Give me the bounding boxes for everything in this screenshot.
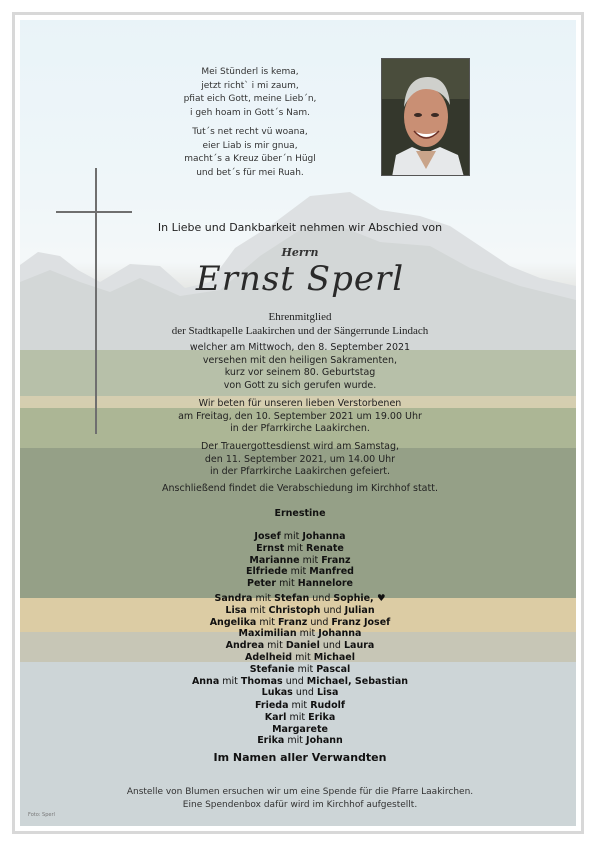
- family-name: Elfriede: [246, 566, 288, 578]
- family-name: Lisa: [316, 687, 339, 699]
- family-name: Sophie, ♥: [333, 593, 386, 604]
- family-row: [150, 676, 450, 688]
- poem-line: jetzt richt` i mi zaum,: [201, 80, 299, 91]
- connector-word: und: [310, 616, 329, 628]
- honor-line: der Stadtkapelle Laakirchen und der Sängerrunde Lindach: [171, 325, 429, 337]
- honors: [150, 310, 450, 338]
- family-name: Christoph: [268, 604, 321, 616]
- family-name: Julian: [344, 604, 375, 616]
- connector-word: mit: [287, 735, 304, 747]
- connector-word: mit: [291, 700, 308, 711]
- family-name: Rudolf: [310, 700, 345, 711]
- salutation: Herrn: [281, 246, 319, 259]
- family-row: [150, 724, 450, 736]
- donation-note: [120, 786, 480, 811]
- connector-word: mit: [297, 663, 314, 675]
- poem-line: und bet´s für mei Ruah.: [196, 167, 304, 178]
- family-name: Michael: [313, 651, 356, 663]
- family-row: [150, 617, 450, 629]
- poem-line: pfiat eich Gott, meine Lieb´n,: [183, 94, 317, 104]
- text-line: in der Pfarrkirche Laakirchen gefeiert.: [209, 466, 391, 477]
- family-row: [150, 652, 450, 664]
- family-name: Lukas: [261, 687, 293, 699]
- connector-word: mit: [283, 531, 300, 542]
- text-line: in der Pfarrkirche Laakirchen.: [230, 423, 370, 434]
- family-row: [150, 735, 450, 747]
- connector-word: mit: [299, 628, 316, 640]
- family-name: Pascal: [316, 663, 351, 675]
- widow: [150, 508, 450, 520]
- farewell-notice: [150, 483, 450, 496]
- family-row: [150, 605, 450, 617]
- poem-line: macht´s a Kreuz über´n Hügl: [184, 154, 316, 164]
- family-name: Stefan: [274, 593, 310, 604]
- family-name: Margarete: [272, 723, 328, 735]
- family-name: Franz: [278, 616, 308, 628]
- children-list: [150, 531, 450, 590]
- text-line: Wir beten für unseren lieben Verstorbenen: [198, 398, 402, 409]
- text-line: den 11. September 2021, um 14.00 Uhr: [204, 453, 396, 465]
- text-line: Der Trauergottesdienst wird am Samstag,: [200, 441, 400, 452]
- family-name: Lisa: [225, 604, 247, 616]
- family-row: [150, 664, 450, 676]
- family-name: Frieda: [255, 700, 289, 711]
- family-row: [150, 531, 450, 543]
- connector-word: mit: [302, 554, 319, 566]
- text-line: Anstelle von Blumen ersuchen wir um eine Spende für die Pfarre Laakirchen.: [126, 787, 474, 797]
- family-name: Maximilian: [238, 628, 297, 640]
- family-name: Karl: [264, 711, 287, 723]
- text-line: Eine Spendenbox dafür wird im Kirchhof aufgestellt.: [182, 799, 418, 810]
- connector-word: mit: [289, 711, 306, 723]
- family-name: Hannelore: [297, 578, 353, 590]
- family-name: Ernst: [256, 542, 285, 554]
- siblings-list: [150, 700, 450, 747]
- death-notice: [150, 342, 450, 392]
- family-name: Michael, Sebastian: [306, 675, 409, 687]
- family-row: [150, 593, 450, 605]
- prayer-notice: [150, 398, 450, 436]
- poem: [150, 66, 350, 180]
- family-name: Marianne: [249, 554, 300, 566]
- poem-line: eier Liab is mir gnua,: [202, 140, 298, 151]
- connector-word: mit: [249, 604, 266, 616]
- family-name: Johann: [306, 735, 343, 747]
- connector-word: mit: [290, 566, 307, 578]
- family-name: Franz: [321, 554, 351, 566]
- poem-line: i geh hoam in Gott´s Nam.: [189, 107, 311, 118]
- family-row: [150, 555, 450, 567]
- family-name: Johanna: [318, 628, 362, 640]
- family-name: Angelika: [209, 616, 257, 628]
- text-line: kurz vor seinem 80. Geburtstag: [224, 367, 376, 378]
- photo-credit: Foto: Sperl: [28, 812, 55, 818]
- family-name: Daniel: [285, 640, 320, 652]
- family-row: [150, 543, 450, 555]
- text-line: Anschließend findet die Verabschiedung im Kirchhof statt.: [162, 483, 438, 494]
- portrait-photo: [381, 58, 470, 176]
- family-name: Manfred: [309, 566, 354, 578]
- grandchildren-list: [150, 593, 450, 699]
- family-name: Laura: [343, 640, 375, 652]
- connector-word: und: [322, 640, 341, 652]
- connector-word: mit: [222, 675, 238, 687]
- family-name: Peter: [246, 578, 277, 590]
- family-name: Ernestine: [274, 508, 326, 519]
- connector-word: mit: [267, 640, 283, 652]
- connector-word: mit: [255, 593, 272, 604]
- family-name: Erika: [308, 711, 336, 723]
- family-row: [150, 700, 450, 712]
- connector-word: und: [312, 593, 331, 604]
- honor-line: Ehrenmitglied: [268, 311, 332, 323]
- family-name: Sandra: [214, 593, 253, 604]
- connector-word: und: [295, 687, 314, 699]
- family-name: Josef: [254, 531, 281, 542]
- family-name: Franz Josef: [331, 616, 391, 628]
- family-name: Johanna: [302, 531, 346, 542]
- intro-text: In Liebe und Dankbarkeit nehmen wir Abschied von: [157, 221, 443, 234]
- mass-notice: [150, 441, 450, 479]
- family-name: Adelheid: [244, 651, 293, 663]
- connector-word: mit: [259, 616, 275, 628]
- family-row: [150, 578, 450, 590]
- poem-line: Mei Stünderl is kema,: [201, 67, 299, 77]
- text-line: von Gott zu sich gerufen wurde.: [223, 379, 377, 391]
- deceased-name: Ernst Sperl: [195, 259, 405, 299]
- text-line: versehen mit den heiligen Sakramenten,: [202, 354, 398, 366]
- family-name: Andrea: [225, 640, 265, 652]
- family-name: Renate: [305, 542, 344, 554]
- family-name: Anna: [191, 675, 220, 687]
- family-row: [150, 712, 450, 724]
- family-name: Thomas: [240, 675, 283, 687]
- family-row: [150, 687, 450, 699]
- family-row: [150, 566, 450, 578]
- text-line: welcher am Mittwoch, den 8. September 2021: [189, 342, 411, 353]
- signature-line: Im Namen aller Verwandten: [213, 751, 387, 764]
- poem-line: Tut´s net recht vü woana,: [192, 127, 308, 137]
- family-row: [150, 640, 450, 652]
- text-line: am Freitag, den 10. September 2021 um 19.00 Uhr: [178, 410, 422, 422]
- connector-word: mit: [295, 651, 311, 663]
- connector-word: und: [285, 675, 304, 687]
- family-name: Stefanie: [249, 663, 295, 675]
- connector-word: mit: [287, 542, 303, 554]
- family-name: Erika: [257, 735, 285, 747]
- connector-word: und: [323, 604, 342, 616]
- family-row: [150, 628, 450, 640]
- connector-word: mit: [279, 578, 295, 590]
